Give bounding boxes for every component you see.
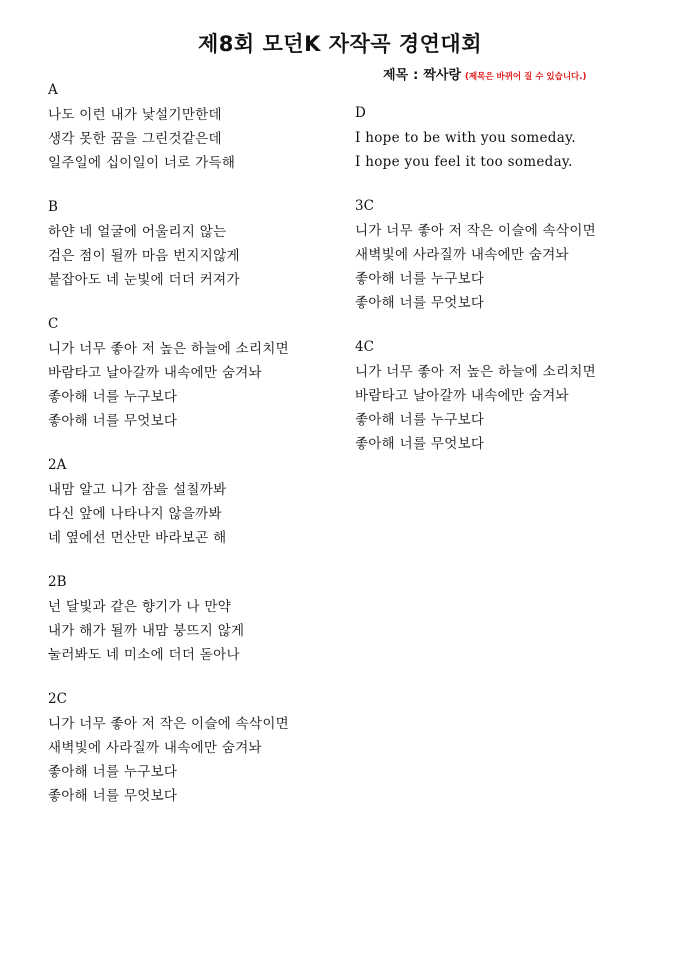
lyric-line: 내가 해가 될까 내맘 붕뜨지 않게 [48, 623, 245, 639]
section-label: 4C [355, 339, 374, 355]
lyric-line: 니가 너무 좋아 저 작은 이슬에 속삭이면 [48, 716, 290, 732]
song-title-line [383, 64, 586, 83]
lyrics-right-column [355, 103, 655, 478]
section-label: 2A [48, 457, 67, 473]
lyric-line: 좋아해 너를 무엇보다 [48, 788, 178, 804]
section-label: C [48, 316, 59, 332]
lyric-line: 좋아해 너를 무엇보다 [355, 295, 485, 311]
lyric-line: 새벽빛에 사라질까 내속에만 숨겨놔 [355, 247, 569, 263]
section-label: A [48, 82, 58, 98]
lyrics-section [48, 314, 348, 433]
lyrics-section [48, 572, 348, 667]
lyric-line: 바람타고 날아갈까 내속에만 숨겨놔 [355, 388, 569, 404]
section-label: D [355, 105, 366, 121]
lyric-line: 바람타고 날아갈까 내속에만 숨겨놔 [48, 365, 262, 381]
lyric-line: 다신 앞에 나타나지 않을까봐 [48, 506, 222, 522]
lyrics-section [355, 337, 655, 456]
section-label: 3C [355, 198, 374, 214]
section-label: 2C [48, 691, 67, 707]
lyric-line: 나도 이런 내가 낯설기만한데 [48, 107, 222, 123]
section-label: B [48, 199, 58, 215]
lyric-line: 좋아해 너를 누구보다 [355, 412, 485, 428]
lyric-line: I hope to be with you someday. [355, 130, 576, 146]
lyric-line: 좋아해 너를 무엇보다 [48, 413, 178, 429]
lyric-line: 생각 못한 꿈을 그린것같은데 [48, 131, 222, 147]
lyric-line: 넌 달빛과 같은 향기가 나 만약 [48, 599, 232, 615]
lyrics-section [355, 103, 655, 174]
section-label: 2B [48, 574, 67, 590]
page-title: 제8회 모던K 자작곡 경연대회 [198, 32, 482, 56]
lyric-line: 내맘 알고 니가 잠을 설칠까봐 [48, 482, 227, 498]
lyric-line: I hope you feel it too someday. [355, 154, 573, 170]
lyric-line: 니가 너무 좋아 저 작은 이슬에 속삭이면 [355, 223, 597, 239]
lyrics-left-column [48, 80, 348, 830]
lyric-line: 검은 점이 될까 마음 번지지않게 [48, 248, 240, 264]
lyric-line: 새벽빛에 사라질까 내속에만 숨겨놔 [48, 740, 262, 756]
lyrics-section [48, 689, 348, 808]
lyric-line: 눌러봐도 네 미소에 더더 돋아나 [48, 647, 240, 663]
lyric-line: 하얀 네 얼굴에 어울리지 않는 [48, 224, 227, 240]
lyric-line: 네 옆에선 먼산만 바라보곤 해 [48, 530, 227, 546]
title-separator: : [413, 68, 419, 83]
lyric-line: 좋아해 너를 누구보다 [48, 764, 178, 780]
lyrics-section [48, 455, 348, 550]
title-label: 제목 [383, 68, 409, 83]
lyrics-section [48, 197, 348, 292]
lyric-line: 붙잡아도 네 눈빛에 더더 커져가 [48, 272, 240, 288]
lyric-line: 니가 너무 좋아 저 높은 하늘에 소리치면 [48, 341, 290, 357]
lyric-line: 좋아해 너를 누구보다 [48, 389, 178, 405]
song-title: 짝사랑 [423, 68, 462, 83]
title-change-note: (제목은 바뀌어 질 수 있습니다.) [465, 72, 587, 82]
lyrics-section [355, 196, 655, 315]
lyric-line: 일주일에 십이일이 너로 가득해 [48, 155, 236, 171]
lyric-line: 니가 너무 좋아 저 높은 하늘에 소리치면 [355, 364, 597, 380]
lyrics-section [48, 80, 348, 175]
lyric-line: 좋아해 너를 누구보다 [355, 271, 485, 287]
lyric-line: 좋아해 너를 무엇보다 [355, 436, 485, 452]
